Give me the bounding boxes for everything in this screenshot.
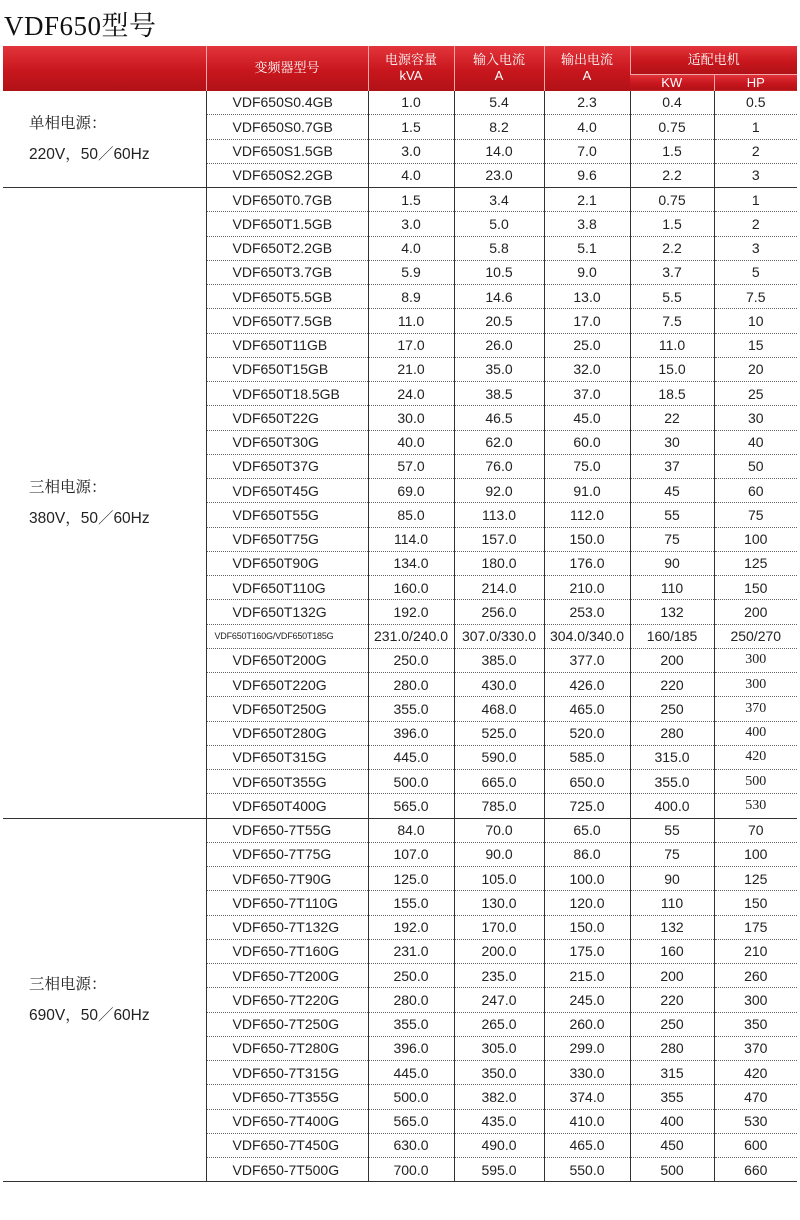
capacity-cell: 84.0 (368, 818, 454, 842)
input-current-cell: 180.0 (454, 551, 544, 575)
header-motor-kw: KW (630, 74, 714, 91)
capacity-cell: 1.5 (368, 115, 454, 139)
model-cell: VDF650T1.5GB (206, 212, 368, 236)
motor-kw-cell: 315.0 (630, 745, 714, 769)
input-current-cell: 435.0 (454, 1109, 544, 1133)
motor-hp-cell: 70 (714, 818, 797, 842)
output-current-cell: 377.0 (544, 648, 630, 672)
output-current-cell: 3.8 (544, 212, 630, 236)
motor-hp-cell: 600 (714, 1133, 797, 1157)
table-row (3, 818, 797, 842)
motor-hp-cell: 150 (714, 891, 797, 915)
capacity-cell: 1.5 (368, 188, 454, 212)
motor-kw-cell: 110 (630, 576, 714, 600)
motor-kw-cell: 132 (630, 915, 714, 939)
motor-hp-cell: 420 (714, 1061, 797, 1085)
motor-hp-cell: 30 (714, 406, 797, 430)
motor-hp-cell: 3 (714, 163, 797, 187)
output-current-cell: 75.0 (544, 454, 630, 478)
motor-kw-cell: 75 (630, 527, 714, 551)
output-current-cell: 45.0 (544, 406, 630, 430)
model-cell: VDF650-7T55G (206, 818, 368, 842)
motor-hp-cell: 15 (714, 333, 797, 357)
output-current-cell: 5.1 (544, 236, 630, 260)
output-current-cell: 260.0 (544, 1012, 630, 1036)
motor-kw-cell: 2.2 (630, 236, 714, 260)
motor-kw-cell: 220 (630, 673, 714, 697)
motor-hp-cell: 300 (714, 648, 797, 672)
input-current-cell: 46.5 (454, 406, 544, 430)
output-current-cell: 25.0 (544, 333, 630, 357)
input-current-cell: 90.0 (454, 842, 544, 866)
motor-kw-cell: 355.0 (630, 770, 714, 794)
output-current-cell: 299.0 (544, 1036, 630, 1060)
motor-kw-cell: 3.7 (630, 260, 714, 284)
motor-kw-cell: 200 (630, 648, 714, 672)
capacity-cell: 192.0 (368, 600, 454, 624)
output-current-cell: 650.0 (544, 770, 630, 794)
capacity-cell: 17.0 (368, 333, 454, 357)
motor-kw-cell: 75 (630, 842, 714, 866)
capacity-cell: 355.0 (368, 697, 454, 721)
input-current-cell: 26.0 (454, 333, 544, 357)
capacity-cell: 445.0 (368, 745, 454, 769)
model-cell: VDF650-7T160G (206, 939, 368, 963)
capacity-cell: 21.0 (368, 357, 454, 381)
page-title: VDF650型号 (4, 11, 157, 41)
motor-kw-cell: 200 (630, 964, 714, 988)
input-current-cell: 5.0 (454, 212, 544, 236)
motor-hp-cell: 210 (714, 939, 797, 963)
motor-kw-cell: 18.5 (630, 382, 714, 406)
input-current-cell: 130.0 (454, 891, 544, 915)
input-current-cell: 430.0 (454, 673, 544, 697)
motor-hp-cell: 1 (714, 188, 797, 212)
header-blank (3, 46, 206, 91)
capacity-cell: 500.0 (368, 770, 454, 794)
motor-kw-cell: 500 (630, 1158, 714, 1182)
motor-hp-cell: 75 (714, 503, 797, 527)
output-current-cell: 175.0 (544, 939, 630, 963)
input-current-cell: 170.0 (454, 915, 544, 939)
model-cell: VDF650-7T450G (206, 1133, 368, 1157)
output-current-cell: 32.0 (544, 357, 630, 381)
model-cell: VDF650T132G (206, 600, 368, 624)
output-current-cell: 7.0 (544, 139, 630, 163)
model-cell: VDF650T5.5GB (206, 285, 368, 309)
motor-kw-cell: 7.5 (630, 309, 714, 333)
capacity-cell: 8.9 (368, 285, 454, 309)
header-capacity: 电源容量 kVA (368, 46, 454, 91)
input-current-cell: 70.0 (454, 818, 544, 842)
input-current-cell: 8.2 (454, 115, 544, 139)
input-current-cell: 490.0 (454, 1133, 544, 1157)
model-cell: VDF650T18.5GB (206, 382, 368, 406)
model-cell: VDF650-7T500G (206, 1158, 368, 1182)
capacity-cell: 565.0 (368, 794, 454, 818)
motor-hp-cell: 370 (714, 697, 797, 721)
input-current-cell: 10.5 (454, 260, 544, 284)
output-current-cell: 86.0 (544, 842, 630, 866)
capacity-cell: 565.0 (368, 1109, 454, 1133)
output-current-cell: 112.0 (544, 503, 630, 527)
motor-kw-cell: 37 (630, 454, 714, 478)
model-cell: VDF650-7T75G (206, 842, 368, 866)
model-cell: VDF650-7T355G (206, 1085, 368, 1109)
capacity-cell: 125.0 (368, 867, 454, 891)
output-current-cell: 520.0 (544, 721, 630, 745)
motor-hp-cell: 5 (714, 260, 797, 284)
output-current-cell: 13.0 (544, 285, 630, 309)
input-current-cell: 350.0 (454, 1061, 544, 1085)
output-current-cell: 550.0 (544, 1158, 630, 1182)
motor-kw-cell: 0.75 (630, 188, 714, 212)
motor-hp-cell: 50 (714, 454, 797, 478)
motor-kw-cell: 90 (630, 867, 714, 891)
capacity-cell: 85.0 (368, 503, 454, 527)
model-cell: VDF650T45G (206, 479, 368, 503)
model-cell: VDF650T110G (206, 576, 368, 600)
model-cell: VDF650T30G (206, 430, 368, 454)
capacity-cell: 630.0 (368, 1133, 454, 1157)
output-current-cell: 426.0 (544, 673, 630, 697)
power-supply-voltage: 220V，50／60Hz (29, 145, 150, 163)
output-current-cell: 304.0/340.0 (544, 624, 630, 648)
output-current-cell: 17.0 (544, 309, 630, 333)
motor-hp-cell: 200 (714, 600, 797, 624)
capacity-cell: 134.0 (368, 551, 454, 575)
motor-kw-cell: 1.5 (630, 139, 714, 163)
model-cell: VDF650T280G (206, 721, 368, 745)
model-cell: VDF650T200G (206, 648, 368, 672)
input-current-cell: 105.0 (454, 867, 544, 891)
model-cell: VDF650T250G (206, 697, 368, 721)
output-current-cell: 120.0 (544, 891, 630, 915)
motor-kw-cell: 22 (630, 406, 714, 430)
motor-hp-cell: 470 (714, 1085, 797, 1109)
model-cell: VDF650T7.5GB (206, 309, 368, 333)
input-current-cell: 785.0 (454, 794, 544, 818)
model-cell: VDF650-7T280G (206, 1036, 368, 1060)
input-current-cell: 92.0 (454, 479, 544, 503)
input-current-cell: 595.0 (454, 1158, 544, 1182)
table-row (3, 188, 797, 212)
power-supply-phase: 单相电源： (29, 114, 107, 132)
output-current-cell: 176.0 (544, 551, 630, 575)
motor-kw-cell: 220 (630, 988, 714, 1012)
motor-hp-cell: 530 (714, 1109, 797, 1133)
model-cell: VDF650S0.4GB (206, 91, 368, 115)
output-current-cell: 91.0 (544, 479, 630, 503)
motor-kw-cell: 45 (630, 479, 714, 503)
input-current-cell: 62.0 (454, 430, 544, 454)
input-current-cell: 385.0 (454, 648, 544, 672)
power-supply-label (3, 818, 206, 1182)
capacity-cell: 114.0 (368, 527, 454, 551)
motor-kw-cell: 110 (630, 891, 714, 915)
output-current-cell: 725.0 (544, 794, 630, 818)
model-cell: VDF650-7T110G (206, 891, 368, 915)
capacity-cell: 11.0 (368, 309, 454, 333)
capacity-cell: 155.0 (368, 891, 454, 915)
model-cell: VDF650-7T400G (206, 1109, 368, 1133)
motor-hp-cell: 400 (714, 721, 797, 745)
motor-hp-cell: 500 (714, 770, 797, 794)
header-input-current: 输入电流 A (454, 46, 544, 91)
power-supply-voltage: 690V，50／60Hz (29, 1006, 150, 1024)
capacity-cell: 4.0 (368, 163, 454, 187)
motor-kw-cell: 450 (630, 1133, 714, 1157)
capacity-cell: 40.0 (368, 430, 454, 454)
input-current-cell: 3.4 (454, 188, 544, 212)
motor-hp-cell: 7.5 (714, 285, 797, 309)
capacity-cell: 250.0 (368, 648, 454, 672)
motor-kw-cell: 280 (630, 721, 714, 745)
motor-kw-cell: 315 (630, 1061, 714, 1085)
motor-hp-cell: 125 (714, 867, 797, 891)
input-current-cell: 305.0 (454, 1036, 544, 1060)
input-current-cell: 665.0 (454, 770, 544, 794)
model-cell: VDF650S0.7GB (206, 115, 368, 139)
power-supply-phase: 三相电源： (29, 478, 107, 496)
model-cell: VDF650T37G (206, 454, 368, 478)
motor-hp-cell: 2 (714, 139, 797, 163)
motor-kw-cell: 5.5 (630, 285, 714, 309)
input-current-cell: 307.0/330.0 (454, 624, 544, 648)
motor-kw-cell: 250 (630, 1012, 714, 1036)
input-current-cell: 76.0 (454, 454, 544, 478)
motor-kw-cell: 0.75 (630, 115, 714, 139)
header-motor-hp: HP (714, 74, 797, 91)
input-current-cell: 468.0 (454, 697, 544, 721)
motor-hp-cell: 3 (714, 236, 797, 260)
motor-kw-cell: 1.5 (630, 212, 714, 236)
motor-hp-cell: 2 (714, 212, 797, 236)
capacity-cell: 69.0 (368, 479, 454, 503)
input-current-cell: 235.0 (454, 964, 544, 988)
capacity-cell: 231.0/240.0 (368, 624, 454, 648)
model-cell: VDF650T315G (206, 745, 368, 769)
output-current-cell: 465.0 (544, 1133, 630, 1157)
model-cell: VDF650T15GB (206, 357, 368, 381)
input-current-cell: 14.0 (454, 139, 544, 163)
output-current-cell: 150.0 (544, 527, 630, 551)
input-current-cell: 5.8 (454, 236, 544, 260)
output-current-cell: 9.6 (544, 163, 630, 187)
capacity-cell: 500.0 (368, 1085, 454, 1109)
motor-kw-cell: 11.0 (630, 333, 714, 357)
input-current-cell: 23.0 (454, 163, 544, 187)
motor-kw-cell: 2.2 (630, 163, 714, 187)
model-cell: VDF650-7T250G (206, 1012, 368, 1036)
motor-kw-cell: 355 (630, 1085, 714, 1109)
capacity-cell: 30.0 (368, 406, 454, 430)
input-current-cell: 214.0 (454, 576, 544, 600)
motor-hp-cell: 150 (714, 576, 797, 600)
model-cell: VDF650T75G (206, 527, 368, 551)
capacity-cell: 160.0 (368, 576, 454, 600)
motor-kw-cell: 160 (630, 939, 714, 963)
output-current-cell: 253.0 (544, 600, 630, 624)
input-current-cell: 20.5 (454, 309, 544, 333)
motor-hp-cell: 175 (714, 915, 797, 939)
capacity-cell: 396.0 (368, 721, 454, 745)
input-current-cell: 200.0 (454, 939, 544, 963)
model-cell: VDF650T11GB (206, 333, 368, 357)
model-cell: VDF650S1.5GB (206, 139, 368, 163)
motor-hp-cell: 125 (714, 551, 797, 575)
output-current-cell: 2.1 (544, 188, 630, 212)
motor-kw-cell: 15.0 (630, 357, 714, 381)
output-current-cell: 9.0 (544, 260, 630, 284)
output-current-cell: 2.3 (544, 91, 630, 115)
output-current-cell: 100.0 (544, 867, 630, 891)
model-cell: VDF650-7T90G (206, 867, 368, 891)
table-body (3, 91, 797, 1182)
motor-hp-cell: 260 (714, 964, 797, 988)
capacity-cell: 24.0 (368, 382, 454, 406)
capacity-cell: 57.0 (368, 454, 454, 478)
input-current-cell: 38.5 (454, 382, 544, 406)
model-cell: VDF650T3.7GB (206, 260, 368, 284)
model-cell: VDF650T2.2GB (206, 236, 368, 260)
model-cell: VDF650-7T200G (206, 964, 368, 988)
motor-hp-cell: 60 (714, 479, 797, 503)
capacity-cell: 1.0 (368, 91, 454, 115)
output-current-cell: 150.0 (544, 915, 630, 939)
input-current-cell: 113.0 (454, 503, 544, 527)
motor-kw-cell: 55 (630, 818, 714, 842)
header-model: 变频器型号 (206, 46, 368, 91)
model-cell: VDF650T160G/VDF650T185G (206, 624, 368, 648)
motor-kw-cell: 400.0 (630, 794, 714, 818)
model-cell: VDF650T22G (206, 406, 368, 430)
motor-hp-cell: 1 (714, 115, 797, 139)
capacity-cell: 192.0 (368, 915, 454, 939)
motor-kw-cell: 250 (630, 697, 714, 721)
motor-hp-cell: 100 (714, 842, 797, 866)
input-current-cell: 157.0 (454, 527, 544, 551)
capacity-cell: 3.0 (368, 139, 454, 163)
model-cell: VDF650-7T220G (206, 988, 368, 1012)
model-cell: VDF650T90G (206, 551, 368, 575)
motor-kw-cell: 400 (630, 1109, 714, 1133)
motor-kw-cell: 55 (630, 503, 714, 527)
capacity-cell: 445.0 (368, 1061, 454, 1085)
capacity-cell: 3.0 (368, 212, 454, 236)
motor-hp-cell: 530 (714, 794, 797, 818)
motor-hp-cell: 250/270 (714, 624, 797, 648)
motor-kw-cell: 160/185 (630, 624, 714, 648)
model-cell: VDF650T0.7GB (206, 188, 368, 212)
input-current-cell: 14.6 (454, 285, 544, 309)
output-current-cell: 65.0 (544, 818, 630, 842)
input-current-cell: 382.0 (454, 1085, 544, 1109)
motor-hp-cell: 40 (714, 430, 797, 454)
motor-hp-cell: 0.5 (714, 91, 797, 115)
output-current-cell: 410.0 (544, 1109, 630, 1133)
output-current-cell: 4.0 (544, 115, 630, 139)
capacity-cell: 396.0 (368, 1036, 454, 1060)
motor-hp-cell: 420 (714, 745, 797, 769)
spec-table (3, 46, 797, 1182)
output-current-cell: 245.0 (544, 988, 630, 1012)
capacity-cell: 5.9 (368, 260, 454, 284)
output-current-cell: 210.0 (544, 576, 630, 600)
capacity-cell: 4.0 (368, 236, 454, 260)
input-current-cell: 590.0 (454, 745, 544, 769)
model-cell: VDF650T355G (206, 770, 368, 794)
motor-kw-cell: 280 (630, 1036, 714, 1060)
power-supply-label (3, 91, 206, 188)
motor-kw-cell: 0.4 (630, 91, 714, 115)
output-current-cell: 585.0 (544, 745, 630, 769)
output-current-cell: 465.0 (544, 697, 630, 721)
motor-hp-cell: 300 (714, 673, 797, 697)
capacity-cell: 700.0 (368, 1158, 454, 1182)
header-motor: 适配电机 (630, 46, 797, 74)
model-cell: VDF650-7T132G (206, 915, 368, 939)
power-supply-voltage: 380V，50／60Hz (29, 509, 150, 527)
output-current-cell: 37.0 (544, 382, 630, 406)
motor-hp-cell: 10 (714, 309, 797, 333)
motor-hp-cell: 350 (714, 1012, 797, 1036)
power-supply-label (3, 188, 206, 819)
motor-hp-cell: 25 (714, 382, 797, 406)
input-current-cell: 5.4 (454, 91, 544, 115)
input-current-cell: 265.0 (454, 1012, 544, 1036)
output-current-cell: 60.0 (544, 430, 630, 454)
table-row (3, 91, 797, 115)
input-current-cell: 256.0 (454, 600, 544, 624)
input-current-cell: 525.0 (454, 721, 544, 745)
output-current-cell: 330.0 (544, 1061, 630, 1085)
capacity-cell: 250.0 (368, 964, 454, 988)
capacity-cell: 355.0 (368, 1012, 454, 1036)
input-current-cell: 35.0 (454, 357, 544, 381)
capacity-cell: 107.0 (368, 842, 454, 866)
capacity-cell: 231.0 (368, 939, 454, 963)
capacity-cell: 280.0 (368, 673, 454, 697)
motor-kw-cell: 90 (630, 551, 714, 575)
motor-hp-cell: 660 (714, 1158, 797, 1182)
motor-hp-cell: 300 (714, 988, 797, 1012)
model-cell: VDF650T55G (206, 503, 368, 527)
capacity-cell: 280.0 (368, 988, 454, 1012)
motor-kw-cell: 132 (630, 600, 714, 624)
table-header (3, 46, 797, 91)
motor-hp-cell: 20 (714, 357, 797, 381)
output-current-cell: 215.0 (544, 964, 630, 988)
model-cell: VDF650-7T315G (206, 1061, 368, 1085)
model-cell: VDF650T400G (206, 794, 368, 818)
model-cell: VDF650T220G (206, 673, 368, 697)
motor-hp-cell: 100 (714, 527, 797, 551)
motor-kw-cell: 30 (630, 430, 714, 454)
motor-hp-cell: 370 (714, 1036, 797, 1060)
power-supply-phase: 三相电源： (29, 975, 107, 993)
output-current-cell: 374.0 (544, 1085, 630, 1109)
input-current-cell: 247.0 (454, 988, 544, 1012)
header-output-current: 输出电流 A (544, 46, 630, 91)
model-cell: VDF650S2.2GB (206, 163, 368, 187)
